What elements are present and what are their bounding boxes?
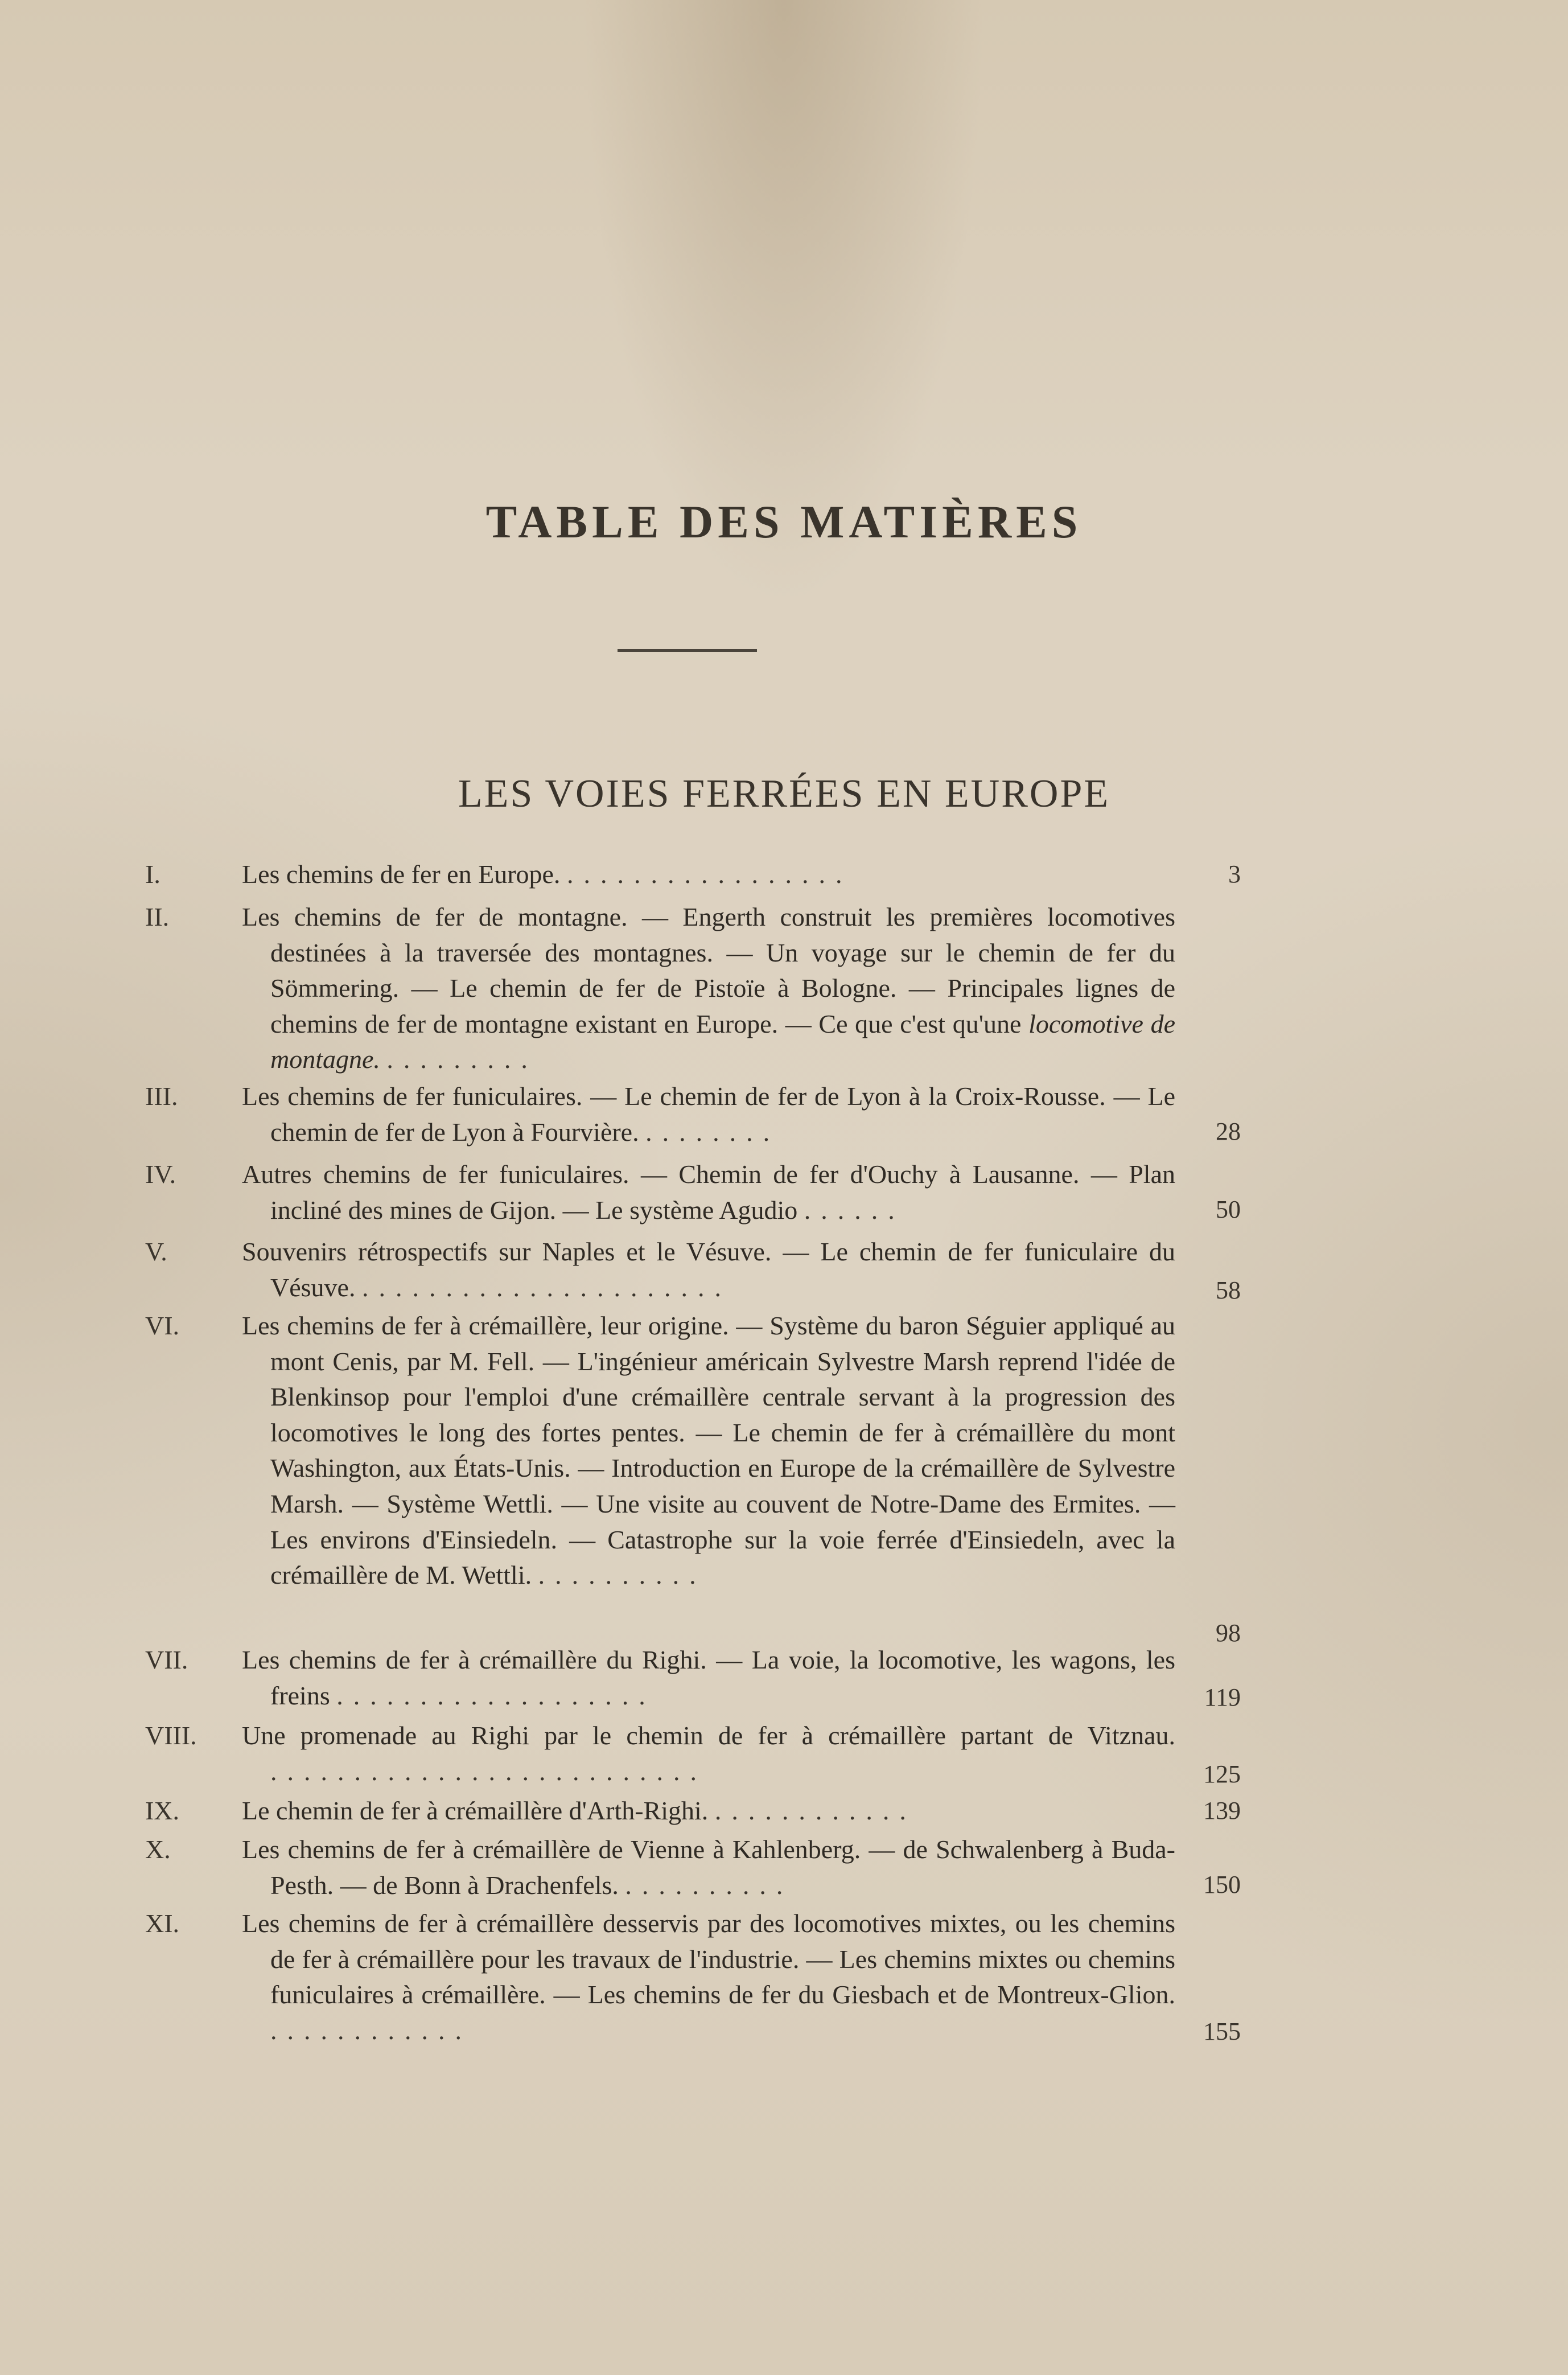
chapter-number: VII. [145, 1645, 188, 1674]
chapter-text: Les chemins de fer de montagne. — Engerth construit les premières locomotives destinées à la traversée des montagnes. — Un voyage sur le chemin de fer du Sömmering. — Le chemin de fer de Pistoïe à Bologne. — Principales lignes de chemins de fer de montagne existant en Europe. — Ce que c'est qu'une locomotive de montagne. ......... [242, 902, 1176, 1074]
chapter-text: Les chemins de fer à crémaillère desservis par des locomotives mixtes, ou les chemins de fer à crémaillère pour les travaux de l'industrie. — Les chemins mixtes ou chemins funiculaires à crémaillère. — Les chemins de fer du Giesbach et de Montreux-Glion. ............ [242, 1909, 1175, 2045]
chapter-number: V. [145, 1237, 167, 1266]
chapter-text: Les chemins de fer funiculaires. — Le chemin de fer de Lyon à la Croix-Rousse. — Le chemin de fer de Lyon à Fourvière. ........ [242, 1082, 1175, 1147]
chapter-page: 3 [1228, 860, 1241, 888]
chapter-page: 150 [1203, 1871, 1241, 1899]
page-title: TABLE DES MATIÈRES [485, 496, 1083, 548]
chapter-page: 125 [1203, 1760, 1241, 1788]
chapter-page: 58 [1216, 1276, 1241, 1304]
section-heading: LES VOIES FERRÉES EN EUROPE [458, 772, 1110, 816]
chapter-page: 50 [1216, 1195, 1241, 1223]
chapter-text: Souvenirs rétrospectifs sur Naples et le Vésuve. — Le chemin de fer funiculaire du Vésuve. ...................... [242, 1237, 1175, 1302]
chapter-number: II. [145, 902, 170, 931]
chapter-text: Autres chemins de fer funiculaires. — Chemin de fer d'Ouchy à Lausanne. — Plan incliné des mines de Gijon. — Le système Agudio ...... [242, 1160, 1175, 1225]
chapter-number: IV. [145, 1160, 176, 1189]
chapter-number: VI. [145, 1311, 180, 1340]
chapter-number: X. [145, 1835, 171, 1864]
chapter-number: IX. [145, 1796, 180, 1825]
chapter-page: 139 [1203, 1797, 1241, 1825]
chapter-page: 155 [1203, 2017, 1241, 2045]
chapter-text: Le chemin de fer à crémaillère d'Arth-Righi. ............ [242, 1796, 916, 1825]
chapter-text: Les chemins de fer à crémaillère du Righi. — La voie, la locomotive, les wagons, les freins ................... [242, 1645, 1175, 1710]
chapter-number: I. [145, 860, 160, 889]
chapter-page: 28 [1216, 1117, 1241, 1145]
chapter-page: 98 [1216, 1619, 1241, 1647]
chapter-text: Les chemins de fer en Europe. ................. [242, 860, 853, 889]
chapter-text: Les chemins de fer à crémaillère, leur origine. — Système du baron Séguier appliqué au mont Cenis, par M. Fell. — L'ingénieur américain Sylvestre Marsh reprend l'idée de Blenkinsop pour l'emploi d'une crémaillère centrale servant à la progression des locomotives le long des fortes pentes. — Le chemin de fer à crémaillère du mont Washington, aux États-Unis. — Introduction en Europe de la crémaillère de Sylvestre Marsh. — Système Wettli. — Une visite au couvent de Notre-Dame des Ermites. — Les environs d'Einsiedeln. — Catastrophe sur la voie ferrée d'Einsiedeln, avec la crémaillère de M. Wettli. .......... [242, 1311, 1175, 1590]
chapter-text: Une promenade au Righi par le chemin de fer à crémaillère partant de Vitznau. .......................... [242, 1721, 1175, 1786]
chapter-number: VIII. [145, 1721, 197, 1750]
chapter-number: XI. [145, 1909, 180, 1938]
chapter-text: Les chemins de fer à crémaillère de Vienne à Kahlenberg. — de Schwalenberg à Buda-Pesth. — de Bonn à Drachenfels. .......... [242, 1835, 1175, 1900]
chapter-number: III. [145, 1082, 178, 1111]
chapter-page: 119 [1204, 1683, 1241, 1711]
